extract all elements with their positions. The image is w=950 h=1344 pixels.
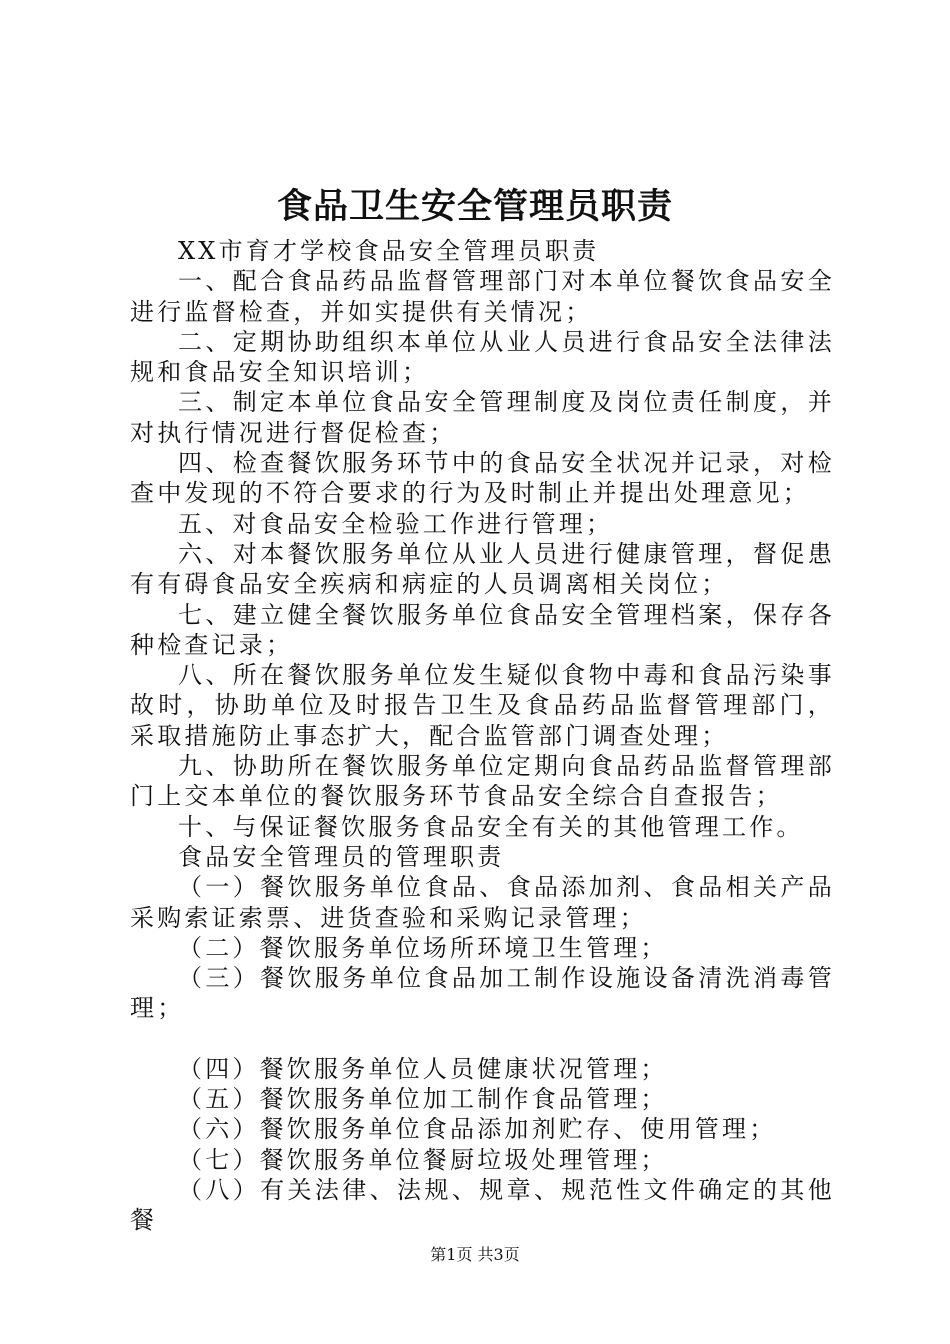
paragraph-duty-3: （三）餐饮服务单位食品加工制作设施设备清洗消毒管理； xyxy=(130,964,835,1023)
page-indicator: 第1页 共3页 xyxy=(430,1245,520,1264)
paragraph-item-9: 九、协助所在餐饮服务单位定期向食品药品监督管理部门上交本单位的餐饮服务环节食品安全综合自查报告； xyxy=(130,752,835,811)
paragraph-item-7: 七、建立健全餐饮服务单位食品安全管理档案，保存各种检查记录； xyxy=(130,600,835,659)
paragraph-duty-6: （六）餐饮服务单位食品添加剂贮存、使用管理； xyxy=(178,1115,777,1144)
paragraph-item-10: 十、与保证餐饮服务食品安全有关的其他管理工作。 xyxy=(178,812,804,841)
paragraph-item-6: 六、对本餐饮服务单位从业人员进行健康管理，督促患有有碍食品安全疾病和病症的人员调离相关岗位； xyxy=(130,539,835,599)
paragraph-item-5: 五、对食品安全检验工作进行管理； xyxy=(178,509,614,538)
paragraph-duty-4: （四）餐饮服务单位人员健康状况管理； xyxy=(178,1054,668,1083)
paragraph-duty-8: （八）有关法律、法规、规章、规范性文件确定的其他餐 xyxy=(130,1175,835,1235)
paragraph-duty-1: （一）餐饮服务单位食品、食品添加剂、食品相关产品采购索证索票、进货查验和采购记录管理； xyxy=(130,873,835,932)
paragraph-item-2: 二、定期协助组织本单位从业人员进行食品安全法律法规和食品安全知识培训； xyxy=(130,327,835,387)
paragraph-duty-5: （五）餐饮服务单位加工制作食品管理； xyxy=(178,1085,668,1114)
document-title: 食品卫生安全管理员职责 xyxy=(276,186,673,227)
paragraph-item-8: 八、所在餐饮服务单位发生疑似食物中毒和食品污染事故时，协助单位及时报告卫生及食品药品监督管理部门，采取措施防止事态扩大，配合监管部门调查处理； xyxy=(130,661,835,750)
paragraph-duty-7: （七）餐饮服务单位餐厨垃圾处理管理； xyxy=(178,1145,668,1174)
paragraph-item-1: 一、配合食品药品监督管理部门对本单位餐饮食品安全进行监督检查，并如实提供有关情况； xyxy=(130,267,835,326)
paragraph-item-3: 三、制定本单位食品安全管理制度及岗位责任制度，并对执行情况进行督促检查； xyxy=(130,388,835,447)
paragraph-duty-2: （二）餐饮服务单位场所环境卫生管理； xyxy=(178,933,668,962)
paragraph-section-heading: 食品安全管理员的管理职责 xyxy=(178,842,505,871)
document-body xyxy=(130,236,835,1236)
paragraph-school-heading: XX市育才学校食品安全管理员职责 xyxy=(178,237,600,265)
paragraph-item-4: 四、检查餐饮服务环节中的食品安全状况并记录，对检查中发现的不符合要求的行为及时制止并提出处理意见； xyxy=(130,449,835,508)
